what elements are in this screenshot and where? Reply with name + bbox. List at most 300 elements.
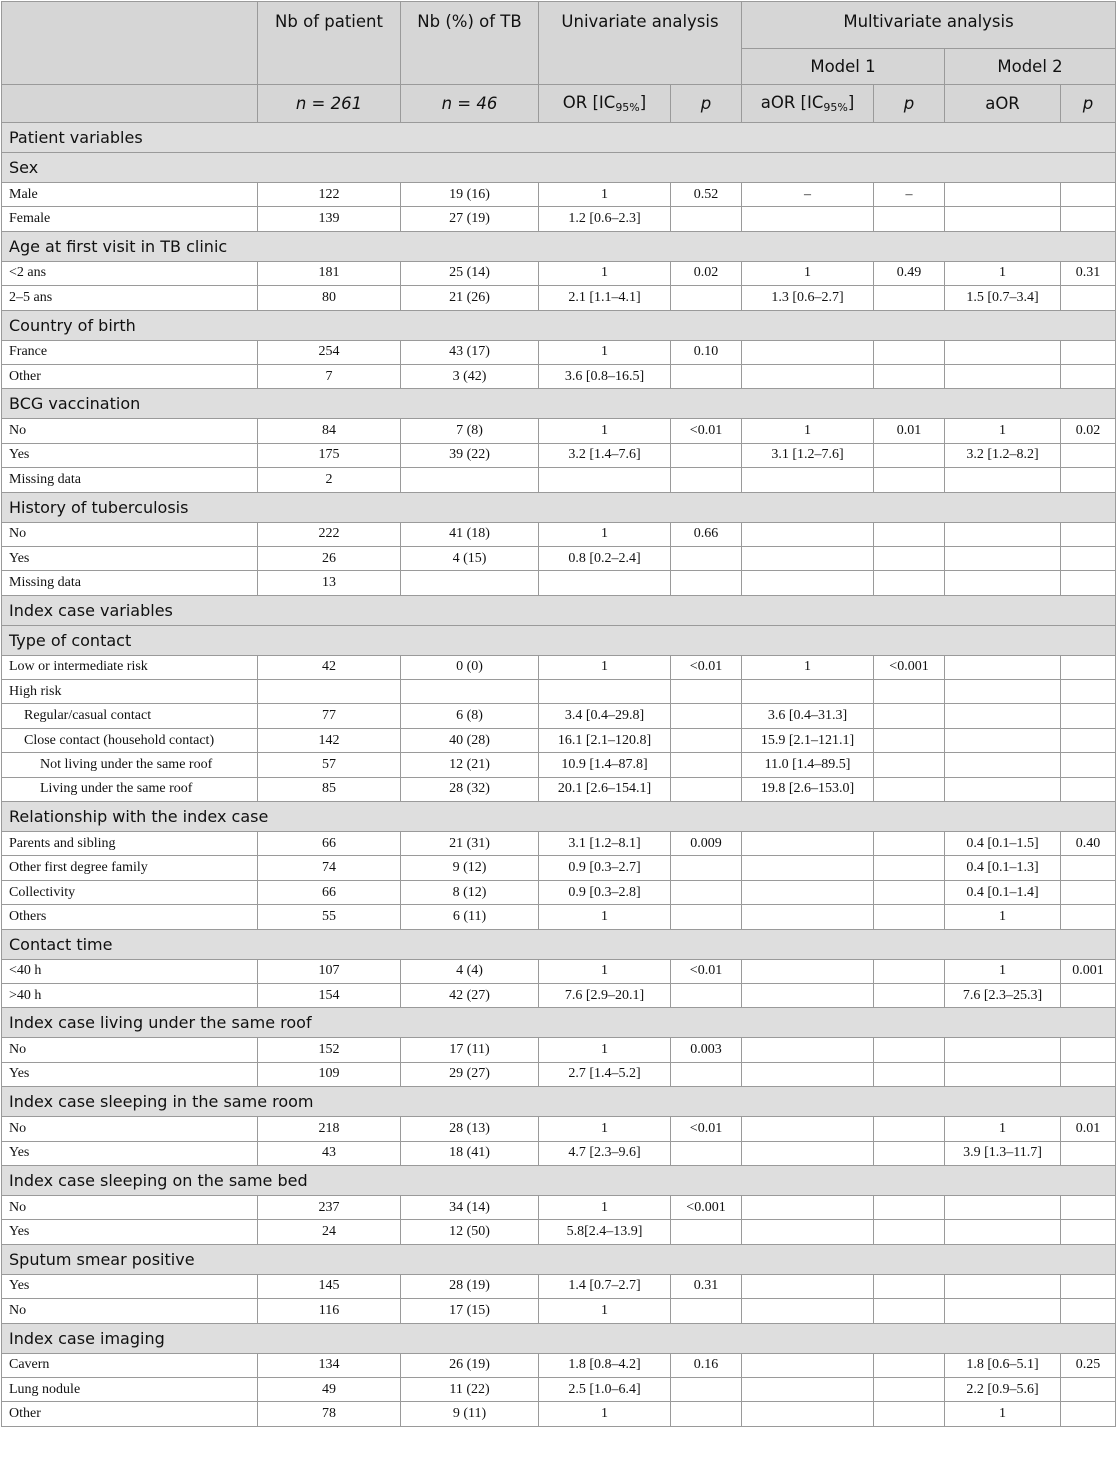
nb-patient-cell: 78: [258, 1402, 401, 1426]
nb-tb-cell: 27 (19): [401, 207, 539, 231]
header-n-tb: [401, 85, 539, 123]
aor-model1-cell: –: [742, 183, 874, 207]
aor-model2-cell: [945, 777, 1061, 801]
p-model1-cell: [874, 1062, 945, 1086]
aor-model2-cell: 1: [945, 419, 1061, 443]
nb-patient-cell: 2: [258, 468, 401, 492]
p-model2-cell: [1061, 546, 1116, 570]
aor-model1-cell: [742, 571, 874, 595]
nb-tb-cell: 12 (50): [401, 1220, 539, 1244]
row-label: Collectivity: [2, 880, 258, 904]
or-cell: [539, 571, 671, 595]
table-row: [2, 959, 1116, 983]
nb-tb-cell: 3 (42): [401, 364, 539, 388]
aor-model1-cell: [742, 905, 874, 929]
row-label: Missing data: [2, 571, 258, 595]
aor-model1-cell: 15.9 [2.1–121.1]: [742, 728, 874, 752]
nb-tb-cell: 28 (32): [401, 777, 539, 801]
header-or-text: OR [IC: [562, 93, 616, 112]
section-row: [2, 595, 1116, 625]
aor-model2-cell: [945, 522, 1061, 546]
aor-model1-cell: 1: [742, 655, 874, 679]
or-cell: 1.4 [0.7–2.7]: [539, 1274, 671, 1298]
p-univariate-cell: [671, 680, 742, 704]
p-univariate-cell: [671, 468, 742, 492]
header-p-model1: [874, 85, 945, 123]
aor-model2-cell: 1: [945, 1117, 1061, 1141]
p-model1-cell: [874, 753, 945, 777]
table-row: [2, 1117, 1116, 1141]
p-univariate-cell: 0.31: [671, 1274, 742, 1298]
p-model2-cell: [1061, 704, 1116, 728]
p-univariate-cell: [671, 546, 742, 570]
aor-model1-cell: [742, 959, 874, 983]
nb-tb-cell: 41 (18): [401, 522, 539, 546]
section-title: Patient variables: [2, 123, 1116, 153]
nb-patient-cell: 80: [258, 286, 401, 310]
section-row: [2, 1087, 1116, 1117]
p-model1-cell: [874, 1402, 945, 1426]
aor-model1-cell: 1: [742, 419, 874, 443]
aor-model1-cell: 3.6 [0.4–31.3]: [742, 704, 874, 728]
nb-patient-cell: 57: [258, 753, 401, 777]
p-model2-cell: [1061, 1220, 1116, 1244]
aor-model2-cell: [945, 1274, 1061, 1298]
nb-patient-cell: 181: [258, 261, 401, 285]
aor-model1-cell: [742, 468, 874, 492]
row-label: Male: [2, 183, 258, 207]
p-univariate-cell: [671, 753, 742, 777]
header-univariate: Univariate analysis: [539, 2, 742, 85]
nb-patient-cell: 152: [258, 1038, 401, 1062]
p-model2-cell: [1061, 468, 1116, 492]
section-title: Age at first visit in TB clinic: [2, 231, 1116, 261]
table-row: [2, 777, 1116, 801]
nb-tb-cell: 17 (15): [401, 1299, 539, 1323]
p-model2-cell: [1061, 777, 1116, 801]
header-multivariate: Multivariate analysis: [742, 2, 1116, 49]
p-univariate-cell: [671, 1402, 742, 1426]
p-model2-cell: 0.25: [1061, 1353, 1116, 1377]
p-univariate-cell: 0.003: [671, 1038, 742, 1062]
p-model2-cell: [1061, 571, 1116, 595]
p-model1-cell: –: [874, 183, 945, 207]
row-label: Other first degree family: [2, 856, 258, 880]
row-label: No: [2, 1195, 258, 1219]
aor-model1-cell: [742, 1117, 874, 1141]
table-row: [2, 1220, 1116, 1244]
table-row: [2, 340, 1116, 364]
p-model1-cell: [874, 1117, 945, 1141]
aor-model2-cell: 0.4 [0.1–1.4]: [945, 880, 1061, 904]
row-label: Regular/casual contact: [2, 704, 258, 728]
table-row: [2, 364, 1116, 388]
p-model2-cell: [1061, 443, 1116, 467]
row-label: No: [2, 522, 258, 546]
p-univariate-cell: 0.02: [671, 261, 742, 285]
p-model1-cell: [874, 905, 945, 929]
table-row: [2, 1377, 1116, 1401]
nb-tb-cell: 34 (14): [401, 1195, 539, 1219]
p-model2-cell: [1061, 905, 1116, 929]
p-univariate-cell: [671, 571, 742, 595]
nb-tb-cell: 12 (21): [401, 753, 539, 777]
p-model1-cell: [874, 704, 945, 728]
p-model1-cell: [874, 522, 945, 546]
or-cell: [539, 680, 671, 704]
section-row: [2, 1244, 1116, 1274]
p-model1-cell: [874, 1299, 945, 1323]
aor-model1-cell: [742, 207, 874, 231]
p-model1-cell: [874, 468, 945, 492]
nb-patient-cell: 66: [258, 880, 401, 904]
row-label: Yes: [2, 1274, 258, 1298]
aor-model1-cell: [742, 856, 874, 880]
table-row: [2, 905, 1116, 929]
p-model2-cell: [1061, 207, 1116, 231]
p-model2-cell: [1061, 1195, 1116, 1219]
or-cell: 20.1 [2.6–154.1]: [539, 777, 671, 801]
aor-model1-cell: [742, 880, 874, 904]
p-univariate-cell: [671, 728, 742, 752]
aor-model2-cell: [945, 1062, 1061, 1086]
aor-model1-cell: [742, 983, 874, 1007]
p-univariate-cell: [671, 286, 742, 310]
table-row: [2, 286, 1116, 310]
aor-model2-cell: [945, 468, 1061, 492]
aor-model1-cell: 1.3 [0.6–2.7]: [742, 286, 874, 310]
row-label: Parents and sibling: [2, 832, 258, 856]
aor-model1-cell: [742, 546, 874, 570]
section-title: BCG vaccination: [2, 389, 1116, 419]
nb-tb-cell: [401, 468, 539, 492]
table-row: [2, 443, 1116, 467]
row-label: No: [2, 1038, 258, 1062]
aor-model2-cell: [945, 753, 1061, 777]
nb-patient-cell: 77: [258, 704, 401, 728]
nb-patient-cell: [258, 680, 401, 704]
nb-patient-cell: 154: [258, 983, 401, 1007]
aor-model1-cell: 19.8 [2.6–153.0]: [742, 777, 874, 801]
or-cell: [539, 468, 671, 492]
row-label: Other: [2, 364, 258, 388]
p-model1-cell: [874, 207, 945, 231]
aor-model1-cell: [742, 364, 874, 388]
nb-patient-cell: 222: [258, 522, 401, 546]
aor-model2-cell: 3.2 [1.2–8.2]: [945, 443, 1061, 467]
nb-tb-cell: 43 (17): [401, 340, 539, 364]
aor-model2-cell: [945, 183, 1061, 207]
aor-model1-cell: 3.1 [1.2–7.6]: [742, 443, 874, 467]
p-model1-cell: 0.01: [874, 419, 945, 443]
p-model2-cell: 0.40: [1061, 832, 1116, 856]
header-blank-cell: [2, 2, 258, 85]
nb-tb-cell: 6 (11): [401, 905, 539, 929]
nb-patient-cell: 218: [258, 1117, 401, 1141]
table-row: [2, 571, 1116, 595]
p-univariate-cell: [671, 704, 742, 728]
p-univariate-cell: [671, 1377, 742, 1401]
aor-model2-cell: [945, 728, 1061, 752]
aor-model2-cell: [945, 704, 1061, 728]
p-univariate-cell: <0.001: [671, 1195, 742, 1219]
table-row: [2, 680, 1116, 704]
p-model1-cell: [874, 728, 945, 752]
aor-model2-cell: 1: [945, 261, 1061, 285]
nb-patient-cell: 43: [258, 1141, 401, 1165]
p-model1-cell: [874, 1353, 945, 1377]
row-label: >40 h: [2, 983, 258, 1007]
p-model1-cell: [874, 546, 945, 570]
row-label: <40 h: [2, 959, 258, 983]
or-cell: 1: [539, 959, 671, 983]
nb-tb-cell: 39 (22): [401, 443, 539, 467]
nb-tb-cell: 29 (27): [401, 1062, 539, 1086]
p-univariate-cell: 0.10: [671, 340, 742, 364]
aor-model2-cell: 0.4 [0.1–1.5]: [945, 832, 1061, 856]
nb-patient-cell: 107: [258, 959, 401, 983]
aor-model2-cell: [945, 571, 1061, 595]
nb-patient-cell: 84: [258, 419, 401, 443]
row-label: Female: [2, 207, 258, 231]
table-row: [2, 753, 1116, 777]
p-model2-cell: [1061, 655, 1116, 679]
p-univariate-cell: [671, 443, 742, 467]
p-model1-cell: [874, 832, 945, 856]
row-label: High risk: [2, 680, 258, 704]
aor-model1-cell: [742, 1274, 874, 1298]
p-model1-cell: [874, 1220, 945, 1244]
p-model1-cell: [874, 680, 945, 704]
nb-patient-cell: 55: [258, 905, 401, 929]
or-cell: 1: [539, 419, 671, 443]
row-label: Living under the same roof: [2, 777, 258, 801]
nb-tb-cell: 9 (11): [401, 1402, 539, 1426]
aor-model1-cell: [742, 1038, 874, 1062]
table-row: [2, 1141, 1116, 1165]
nb-tb-cell: 28 (13): [401, 1117, 539, 1141]
section-row: [2, 929, 1116, 959]
nb-patient-cell: 74: [258, 856, 401, 880]
header-or-sub: 95%: [615, 101, 640, 114]
header-p-model2: [1061, 85, 1116, 123]
or-cell: 5.8[2.4–13.9]: [539, 1220, 671, 1244]
p-model1-cell: [874, 1141, 945, 1165]
header-nb-patient: Nb of patient: [258, 2, 401, 85]
table-row: [2, 983, 1116, 1007]
or-cell: 1: [539, 1299, 671, 1323]
p-model2-cell: [1061, 286, 1116, 310]
or-cell: 4.7 [2.3–9.6]: [539, 1141, 671, 1165]
p-univariate-cell: [671, 856, 742, 880]
p-model2-cell: [1061, 1377, 1116, 1401]
nb-tb-cell: 9 (12): [401, 856, 539, 880]
aor-model1-cell: [742, 522, 874, 546]
row-label: <2 ans: [2, 261, 258, 285]
p-model2-cell: [1061, 364, 1116, 388]
section-row: [2, 153, 1116, 183]
table-row: [2, 468, 1116, 492]
nb-tb-cell: 19 (16): [401, 183, 539, 207]
nb-tb-cell: [401, 680, 539, 704]
p-model1-cell: [874, 856, 945, 880]
nb-patient-cell: 116: [258, 1299, 401, 1323]
or-cell: 2.5 [1.0–6.4]: [539, 1377, 671, 1401]
p-model1-cell: [874, 1038, 945, 1062]
aor-model2-cell: 7.6 [2.3–25.3]: [945, 983, 1061, 1007]
nb-tb-cell: 11 (22): [401, 1377, 539, 1401]
header-aor-end: ]: [847, 93, 855, 112]
section-title: Index case sleeping on the same bed: [2, 1165, 1116, 1195]
section-title: History of tuberculosis: [2, 492, 1116, 522]
aor-model1-cell: [742, 680, 874, 704]
or-cell: 1: [539, 1195, 671, 1219]
aor-model1-cell: [742, 832, 874, 856]
table-row: [2, 704, 1116, 728]
nb-tb-cell: 17 (11): [401, 1038, 539, 1062]
nb-tb-cell: 7 (8): [401, 419, 539, 443]
row-label: Low or intermediate risk: [2, 655, 258, 679]
table-row: [2, 655, 1116, 679]
nb-patient-cell: 122: [258, 183, 401, 207]
header-blank-sub: [2, 85, 258, 123]
header-aor-model1: [742, 85, 874, 123]
or-cell: 0.9 [0.3–2.8]: [539, 880, 671, 904]
nb-tb-cell: 21 (26): [401, 286, 539, 310]
table-body: [2, 123, 1116, 1427]
p-model1-cell: [874, 1195, 945, 1219]
nb-patient-cell: 145: [258, 1274, 401, 1298]
p-univariate-cell: [671, 777, 742, 801]
nb-patient-cell: 134: [258, 1353, 401, 1377]
section-title: Sex: [2, 153, 1116, 183]
p-univariate-cell: [671, 905, 742, 929]
p-univariate-cell: [671, 364, 742, 388]
table-row: [2, 546, 1116, 570]
nb-tb-cell: 0 (0): [401, 655, 539, 679]
section-row: [2, 492, 1116, 522]
section-row: [2, 802, 1116, 832]
section-title: Index case imaging: [2, 1323, 1116, 1353]
nb-tb-cell: 21 (31): [401, 832, 539, 856]
table-row: [2, 832, 1116, 856]
or-cell: 1: [539, 340, 671, 364]
p-univariate-cell: [671, 983, 742, 1007]
row-label: Yes: [2, 546, 258, 570]
aor-model2-cell: [945, 364, 1061, 388]
row-label: No: [2, 1299, 258, 1323]
aor-model1-cell: [742, 1141, 874, 1165]
p-model1-cell: [874, 286, 945, 310]
header-aor-sub: 95%: [823, 101, 848, 114]
p-univariate-cell: [671, 207, 742, 231]
or-cell: 2.1 [1.1–4.1]: [539, 286, 671, 310]
p-model2-cell: 0.02: [1061, 419, 1116, 443]
nb-tb-cell: 18 (41): [401, 1141, 539, 1165]
header-n-patient: [258, 85, 401, 123]
aor-model1-cell: [742, 1062, 874, 1086]
section-title: Relationship with the index case: [2, 802, 1116, 832]
aor-model1-cell: 11.0 [1.4–89.5]: [742, 753, 874, 777]
table-header: [2, 2, 1116, 123]
or-cell: 0.8 [0.2–2.4]: [539, 546, 671, 570]
p-model1-cell: [874, 880, 945, 904]
p-univariate-cell: [671, 1062, 742, 1086]
aor-model2-cell: [945, 207, 1061, 231]
p-model2-cell: 0.31: [1061, 261, 1116, 285]
aor-model1-cell: [742, 1299, 874, 1323]
header-p-text: p: [903, 94, 915, 113]
section-row: [2, 310, 1116, 340]
section-row: [2, 1008, 1116, 1038]
table-row: [2, 1402, 1116, 1426]
row-label: Missing data: [2, 468, 258, 492]
p-model2-cell: [1061, 983, 1116, 1007]
row-label: Cavern: [2, 1353, 258, 1377]
aor-model1-cell: 1: [742, 261, 874, 285]
nb-tb-cell: 42 (27): [401, 983, 539, 1007]
p-univariate-cell: <0.01: [671, 959, 742, 983]
p-model1-cell: [874, 983, 945, 1007]
p-model2-cell: [1061, 1038, 1116, 1062]
table-row: [2, 728, 1116, 752]
nb-patient-cell: 254: [258, 340, 401, 364]
section-row: [2, 389, 1116, 419]
aor-model2-cell: 1.5 [0.7–3.4]: [945, 286, 1061, 310]
or-cell: 1: [539, 261, 671, 285]
nb-patient-cell: 109: [258, 1062, 401, 1086]
aor-model2-cell: 2.2 [0.9–5.6]: [945, 1377, 1061, 1401]
p-model1-cell: [874, 571, 945, 595]
table-row: [2, 880, 1116, 904]
row-label: No: [2, 1117, 258, 1141]
p-model1-cell: [874, 1377, 945, 1401]
or-cell: 10.9 [1.4–87.8]: [539, 753, 671, 777]
p-model2-cell: [1061, 340, 1116, 364]
p-model2-cell: [1061, 522, 1116, 546]
aor-model2-cell: [945, 546, 1061, 570]
row-label: Others: [2, 905, 258, 929]
section-row: [2, 1165, 1116, 1195]
or-cell: 2.7 [1.4–5.2]: [539, 1062, 671, 1086]
table-row: [2, 261, 1116, 285]
aor-model2-cell: [945, 1299, 1061, 1323]
row-label: Yes: [2, 1220, 258, 1244]
p-univariate-cell: [671, 880, 742, 904]
table-row: [2, 1038, 1116, 1062]
table-row: [2, 1299, 1116, 1323]
p-model1-cell: [874, 443, 945, 467]
table-row: [2, 1353, 1116, 1377]
aor-model2-cell: 1.8 [0.6–5.1]: [945, 1353, 1061, 1377]
p-model2-cell: [1061, 880, 1116, 904]
p-model1-cell: [874, 959, 945, 983]
header-aor-text: aOR [IC: [760, 93, 824, 112]
table-row: [2, 419, 1116, 443]
header-or: [539, 85, 671, 123]
p-univariate-cell: 0.16: [671, 1353, 742, 1377]
p-model2-cell: [1061, 856, 1116, 880]
or-cell: 3.6 [0.8–16.5]: [539, 364, 671, 388]
nb-tb-cell: 4 (4): [401, 959, 539, 983]
or-cell: 7.6 [2.9–20.1]: [539, 983, 671, 1007]
section-row: [2, 231, 1116, 261]
p-model2-cell: [1061, 1141, 1116, 1165]
section-title: Country of birth: [2, 310, 1116, 340]
p-model2-cell: [1061, 753, 1116, 777]
aor-model2-cell: 1: [945, 1402, 1061, 1426]
p-model2-cell: 0.01: [1061, 1117, 1116, 1141]
